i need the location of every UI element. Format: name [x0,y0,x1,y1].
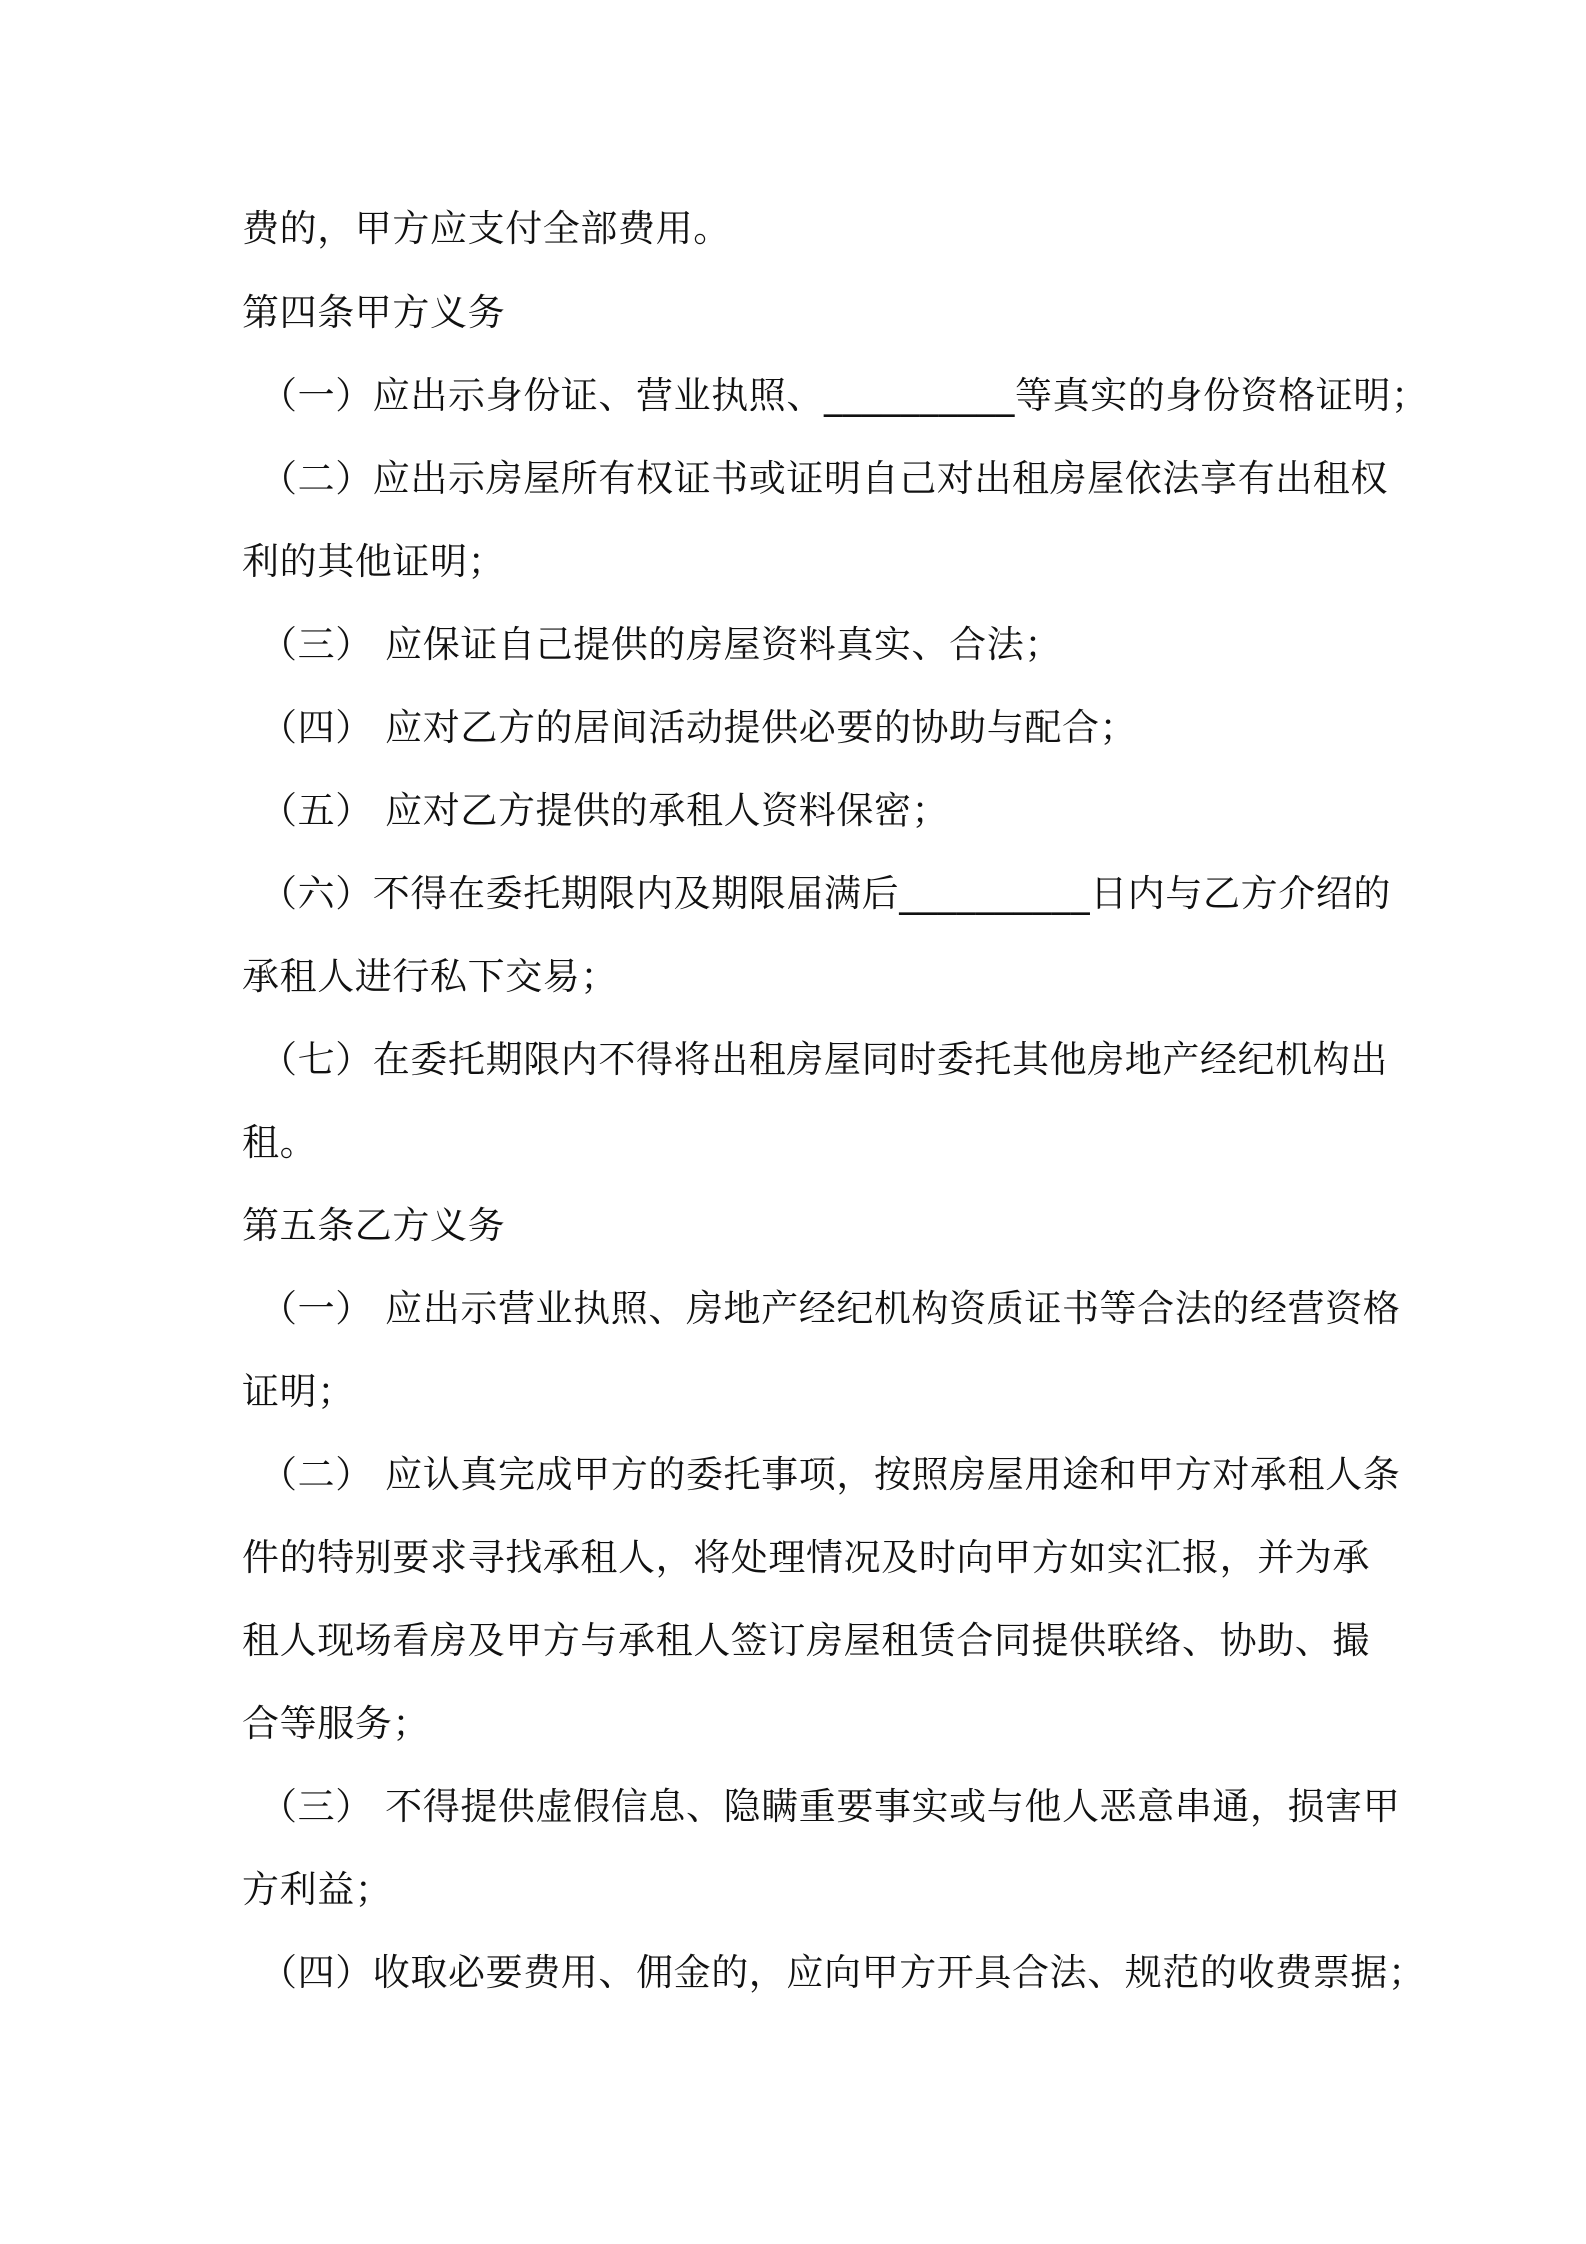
paragraph-line: 承租人进行私下交易； [242,955,618,998]
paragraph-line: （四） 应对乙方的居间活动提供必要的协助与配合； [260,706,1138,749]
paragraph-line: 租人现场看房及甲方与承租人签订房屋租赁合同提供联络、协助、撮 [242,1619,1370,1662]
paragraph-line: 利的其他证明； [242,540,506,583]
paragraph-line: （三） 不得提供虚假信息、隐瞒重要事实或与他人恶意串通，损害甲 [260,1785,1401,1828]
paragraph-line: （一） 应出示营业执照、房地产经纪机构资质证书等合法的经营资格 [260,1287,1401,1330]
paragraph-line: 方利益； [242,1868,393,1911]
paragraph-line: 件的特别要求寻找承租人，将处理情况及时向甲方如实汇报，并为承 [242,1536,1370,1579]
paragraph-line: 费的，甲方应支付全部费用。 [242,207,731,250]
paragraph-line: 证明； [242,1370,355,1413]
paragraph-line: 租。 [242,1121,318,1164]
paragraph-line: （七）在委托期限内不得将出租房屋同时委托其他房地产经纪机构出 [260,1038,1388,1081]
paragraph-line: 合等服务； [242,1702,430,1745]
paragraph-line: （一）应出示身份证、营业执照、__________等真实的身份资格证明； [260,374,1429,417]
section-heading: 第五条乙方义务 [242,1204,506,1247]
paragraph-line: （五） 应对乙方提供的承租人资料保密； [260,789,950,832]
paragraph-line: （三） 应保证自己提供的房屋资料真实、合法； [260,623,1062,666]
paragraph-line: （四）收取必要费用、佣金的，应向甲方开具合法、规范的收费票据； [260,1951,1426,1994]
paragraph-line: （六）不得在委托期限内及期限届满后__________日内与乙方介绍的 [260,872,1391,915]
paragraph-line: （二）应出示房屋所有权证书或证明自己对出租房屋依法享有出租权 [260,457,1388,500]
paragraph-line: （二） 应认真完成甲方的委托事项，按照房屋用途和甲方对承租人条 [260,1453,1401,1496]
section-heading: 第四条甲方义务 [242,291,506,334]
